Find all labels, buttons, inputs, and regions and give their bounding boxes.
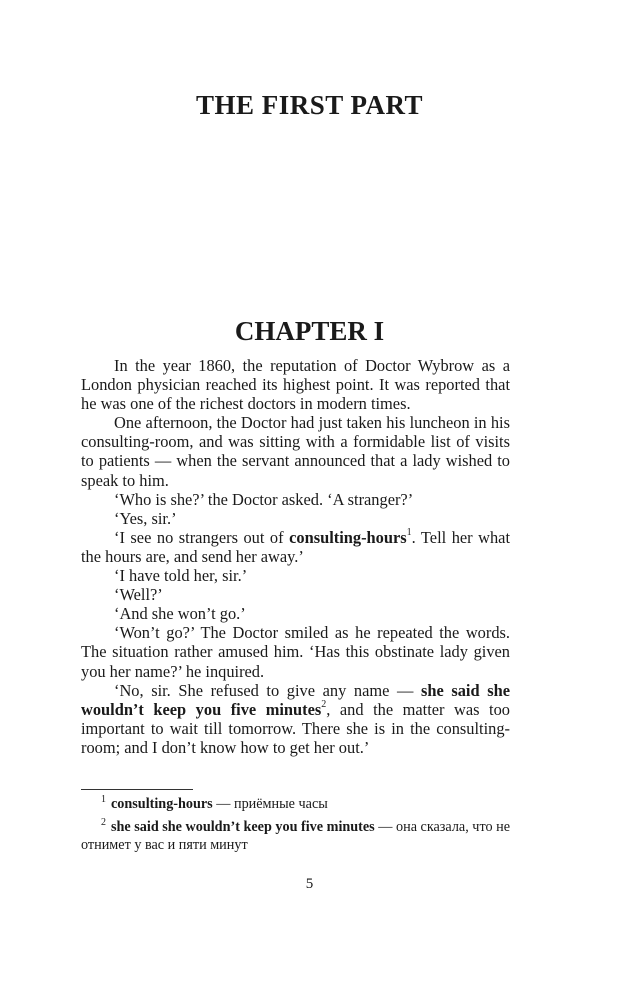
glossary-term-1: consulting-hours	[289, 527, 407, 547]
paragraph-5-text-end: . Tell her what the hours are, and send her away.’	[81, 527, 510, 566]
part-title: THE FIRST PART	[195, 90, 424, 120]
footnote-term: consulting-hours	[111, 796, 213, 812]
paragraph-4: ‘Yes, sir.’	[114, 508, 177, 528]
footnote-number: 2	[101, 817, 106, 829]
paragraph-7: ‘Well?’	[114, 585, 163, 605]
paragraph-3: ‘Who is she?’ the Doctor asked. ‘A stranger?’	[114, 489, 414, 509]
footnote-1	[81, 795, 510, 813]
paragraph-10	[81, 681, 510, 757]
footnote-translation: — она сказала, что не отнимет у вас и пяти минут	[81, 819, 510, 853]
footnote-ref-1[interactable]: 1	[406, 527, 412, 539]
paragraph-5	[81, 528, 510, 566]
chapter-body	[81, 356, 510, 757]
chapter-title: CHAPTER I	[234, 316, 385, 346]
paragraph-5-text: ‘I see no strangers out of	[114, 527, 290, 547]
footnote-translation: — приёмные часы	[212, 796, 328, 812]
paragraph-10-text: ‘No, sir. She refused to give any name —	[114, 680, 421, 700]
footnote-term: she said she wouldn’t keep you five minutes	[111, 819, 375, 835]
glossary-term-2: she said she wouldn’t keep you five minutes	[81, 680, 510, 719]
footnote-ref-2[interactable]: 2	[321, 699, 327, 711]
paragraph-2: One afternoon, the Doctor had just taken his luncheon in his consulting-room, and was sitting with a formidable list of visits to patients — when the servant announced that a lady wished to speak to him.	[81, 413, 510, 490]
footnote-2	[81, 818, 510, 854]
paragraph-10-text-end: , and the matter was too important to wait till tomorrow. There she is in the consulting-room; and I don’t know how to get her out.’	[81, 699, 511, 757]
paragraph-9: ‘Won’t go?’ The Doctor smiled as he repeated the words. The situation rather amused him. ‘Has this obstinate lady given you her name?’ he inquired.	[81, 623, 510, 681]
page-number: 5	[305, 876, 314, 892]
paragraph-8: ‘And she won’t go.’	[114, 604, 246, 624]
footnote-divider	[81, 789, 193, 790]
paragraph-1: In the year 1860, the reputation of Doctor Wybrow as a London physician reached its highest point. It was reported that he was one of the richest doctors in modern times.	[81, 356, 510, 414]
footnotes	[81, 795, 510, 859]
footnote-number: 1	[101, 794, 106, 806]
paragraph-6: ‘I have told her, sir.’	[114, 566, 248, 586]
